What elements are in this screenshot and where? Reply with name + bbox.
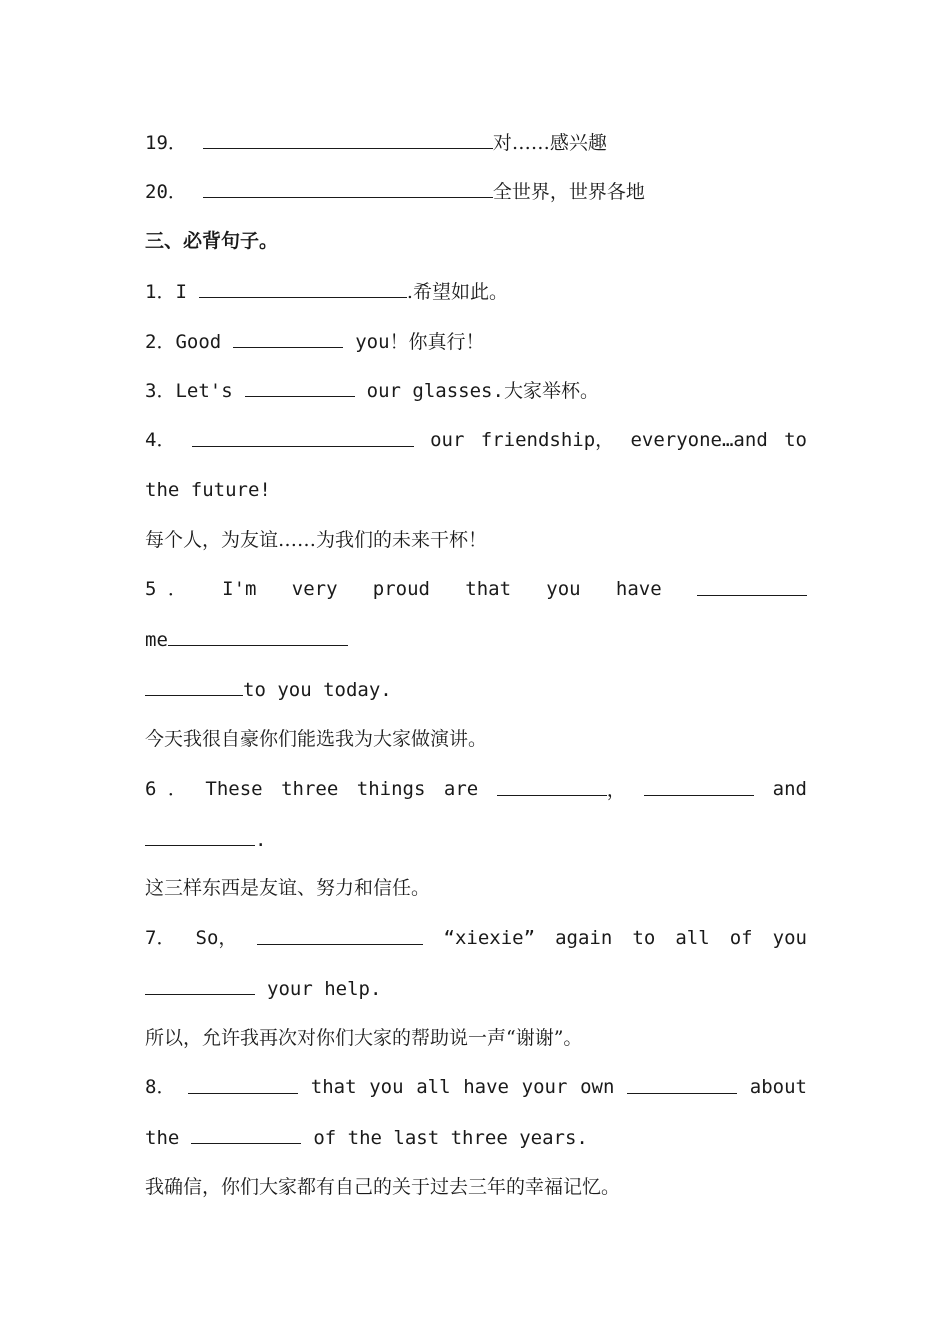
sentence-word: things	[356, 778, 426, 800]
vocab-item-20	[145, 177, 807, 205]
sentence-word: very	[291, 578, 338, 600]
answer-blank[interactable]	[257, 924, 423, 945]
sentence-word: everyone…and	[630, 429, 768, 451]
sentence-word: and	[772, 778, 807, 800]
sentence-word: to	[784, 429, 807, 451]
sentence-word: are	[443, 778, 479, 800]
item-number: 2．	[145, 331, 176, 353]
sentence-text: me	[145, 629, 168, 651]
answer-blank[interactable]	[203, 177, 493, 198]
sentence-text: the	[145, 1127, 180, 1149]
item-number: 1．	[145, 281, 176, 303]
sentence-word: your	[521, 1076, 568, 1098]
item-number: 19．	[145, 132, 187, 154]
sentence-2	[145, 327, 807, 355]
answer-blank[interactable]	[168, 625, 348, 646]
sentence-8-line-1	[145, 1073, 807, 1101]
sentence-word: you	[546, 578, 581, 600]
answer-blank[interactable]	[145, 825, 255, 846]
sentence-word: These	[205, 778, 263, 800]
sentence-word: that	[465, 578, 512, 600]
sentence-word: that	[310, 1076, 357, 1098]
sentence-3	[145, 376, 807, 404]
item-number: 4．	[145, 429, 176, 451]
sentence-4-line-2: the future!	[145, 479, 271, 501]
answer-blank[interactable]	[497, 775, 607, 796]
sentence-text: I	[175, 281, 187, 303]
answer-blank[interactable]	[644, 775, 754, 796]
sentence-text: to you today.	[243, 679, 392, 701]
sentence-word: proud	[372, 578, 430, 600]
sentence-8-line-2	[145, 1123, 807, 1151]
sentence-5-line-1	[145, 575, 807, 603]
sentence-word: “xiexie”	[443, 927, 536, 949]
sentence-text: of the last three years.	[313, 1127, 588, 1149]
answer-blank[interactable]	[145, 675, 243, 696]
item-number: 8．	[145, 1076, 176, 1098]
vocab-item-19	[145, 128, 807, 156]
sentence-word: have	[463, 1076, 509, 1098]
answer-blank[interactable]	[188, 1073, 298, 1094]
answer-blank[interactable]	[245, 376, 355, 397]
section-title: 三、必背句子。	[145, 230, 279, 252]
answer-blank[interactable]	[192, 426, 414, 447]
sentence-4-line-1	[145, 426, 807, 454]
answer-blank[interactable]	[697, 575, 807, 596]
sentence-5-translation: 今天我很自豪你们能选我为大家做演讲。	[145, 728, 488, 750]
chinese-translation: 你真行！	[408, 331, 485, 353]
item-number: 6 ．	[145, 778, 187, 800]
sentence-word: all	[416, 1076, 451, 1098]
sentence-word: ，	[606, 779, 626, 801]
sentence-7-line-1	[145, 924, 807, 952]
sentence-text: Good	[175, 331, 222, 353]
sentence-6-translation: 这三样东西是友谊、努力和信任。	[145, 877, 431, 899]
answer-blank[interactable]	[233, 327, 343, 348]
sentence-7-translation: 所以，允许我再次对你们大家的帮助说一声“谢谢”。	[145, 1027, 583, 1049]
sentence-word: of	[729, 927, 753, 949]
item-number: 7．	[145, 927, 176, 949]
sentence-1	[145, 277, 807, 305]
sentence-word: So，	[195, 927, 238, 949]
answer-blank[interactable]	[203, 128, 493, 149]
item-number: 5 ．	[145, 578, 187, 600]
sentence-word: you	[369, 1076, 404, 1098]
sentence-7-line-2	[145, 974, 807, 1002]
sentence-word: you	[772, 927, 807, 949]
sentence-6-line-1	[145, 775, 807, 803]
chinese-translation: 大家举杯。	[503, 380, 599, 402]
sentence-text: you！	[355, 331, 409, 353]
sentence-4-translation: 每个人，为友谊……为我们的未来干杯！	[145, 529, 488, 551]
sentence-word: again	[555, 927, 613, 949]
sentence-word: our	[430, 429, 465, 451]
sentence-text: your help.	[267, 978, 382, 1000]
sentence-word: friendship，	[480, 429, 615, 451]
answer-blank[interactable]	[191, 1123, 301, 1144]
answer-blank[interactable]	[199, 277, 407, 298]
sentence-word: to	[632, 927, 656, 949]
sentence-word: three	[281, 778, 339, 800]
item-number: 20．	[145, 181, 187, 203]
answer-blank[interactable]	[627, 1073, 737, 1094]
sentence-5-line-2	[145, 625, 807, 653]
chinese-meaning: 全世界，世界各地	[492, 181, 645, 203]
sentence-8-translation: 我确信，你们大家都有自己的关于过去三年的幸福记忆。	[145, 1176, 621, 1198]
sentence-word: have	[615, 578, 662, 600]
item-number: 3．	[145, 380, 176, 402]
sentence-6-line-2	[145, 825, 807, 853]
sentence-text: Let's	[175, 380, 233, 402]
answer-blank[interactable]	[145, 974, 255, 995]
sentence-5-line-3	[145, 675, 807, 703]
sentence-word: about	[749, 1076, 807, 1098]
sentence-word: own	[580, 1076, 615, 1098]
sentence-word: I'm	[222, 578, 257, 600]
sentence-text: .	[255, 829, 267, 851]
sentence-text: .希望如此。	[406, 281, 508, 303]
sentence-text: our glasses.	[366, 380, 504, 402]
sentence-word: all	[675, 927, 710, 949]
chinese-meaning: 对……感兴趣	[492, 132, 607, 154]
